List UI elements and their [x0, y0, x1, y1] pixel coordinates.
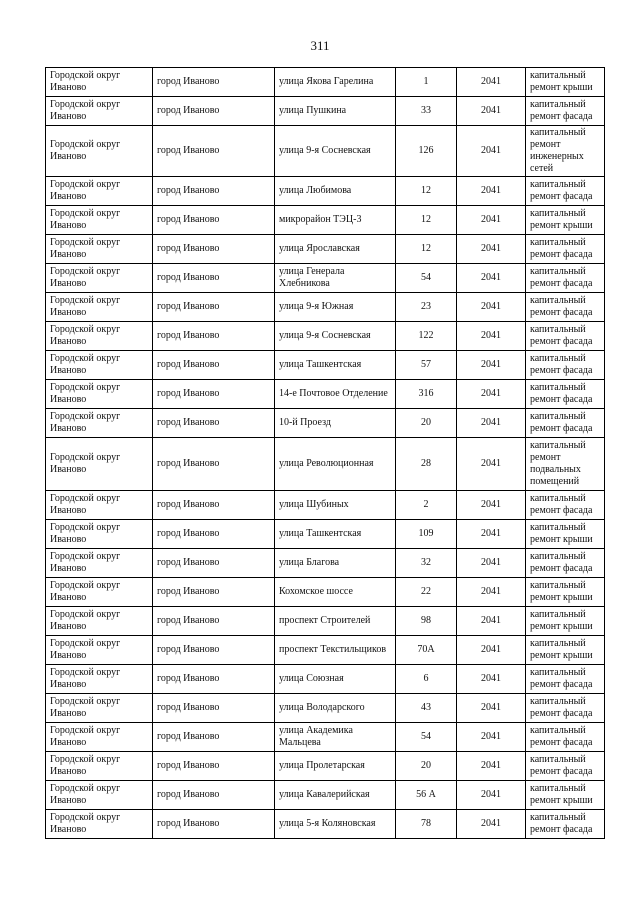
table-row: [46, 409, 605, 438]
work-type-cell: капитальный ремонт фасада: [526, 491, 605, 520]
work-type-cell: капитальный ремонт крыши: [526, 781, 605, 810]
okrug-cell: Городской округ Иваново: [46, 491, 153, 520]
work-type-cell: капитальный ремонт фасада: [526, 293, 605, 322]
city-cell: город Иваново: [153, 380, 275, 409]
work-type-cell: капитальный ремонт крыши: [526, 578, 605, 607]
year-cell: 2041: [457, 607, 526, 636]
okrug-cell: Городской округ Иваново: [46, 578, 153, 607]
work-type-cell: капитальный ремонт фасада: [526, 752, 605, 781]
table-row: [46, 520, 605, 549]
work-type-cell: капитальный ремонт крыши: [526, 206, 605, 235]
okrug-cell: Городской округ Иваново: [46, 438, 153, 491]
table-row: [46, 810, 605, 839]
city-cell: город Иваново: [153, 97, 275, 126]
year-cell: 2041: [457, 206, 526, 235]
house-number-cell: 23: [396, 293, 457, 322]
house-number-cell: 12: [396, 235, 457, 264]
table-row: [46, 97, 605, 126]
year-cell: 2041: [457, 351, 526, 380]
city-cell: город Иваново: [153, 177, 275, 206]
table-row: [46, 549, 605, 578]
year-cell: 2041: [457, 97, 526, 126]
okrug-cell: Городской округ Иваново: [46, 409, 153, 438]
okrug-cell: Городской округ Иваново: [46, 665, 153, 694]
street-cell: улица 9-я Сосневская: [275, 126, 396, 177]
year-cell: 2041: [457, 694, 526, 723]
house-number-cell: 12: [396, 177, 457, 206]
house-number-cell: 43: [396, 694, 457, 723]
repair-schedule-table: [45, 67, 605, 839]
street-cell: улица Володарского: [275, 694, 396, 723]
work-type-cell: капитальный ремонт крыши: [526, 636, 605, 665]
table-row: [46, 752, 605, 781]
city-cell: город Иваново: [153, 409, 275, 438]
street-cell: Кохомское шоссе: [275, 578, 396, 607]
street-cell: улица Любимова: [275, 177, 396, 206]
city-cell: город Иваново: [153, 126, 275, 177]
work-type-cell: капитальный ремонт фасада: [526, 409, 605, 438]
house-number-cell: 28: [396, 438, 457, 491]
street-cell: улица 5-я Коляновская: [275, 810, 396, 839]
table-row: [46, 694, 605, 723]
table-row: [46, 235, 605, 264]
okrug-cell: Городской округ Иваново: [46, 781, 153, 810]
city-cell: город Иваново: [153, 520, 275, 549]
house-number-cell: 56 А: [396, 781, 457, 810]
okrug-cell: Городской округ Иваново: [46, 607, 153, 636]
okrug-cell: Городской округ Иваново: [46, 549, 153, 578]
table-row: [46, 491, 605, 520]
city-cell: город Иваново: [153, 607, 275, 636]
city-cell: город Иваново: [153, 578, 275, 607]
work-type-cell: капитальный ремонт фасада: [526, 97, 605, 126]
table-row: [46, 607, 605, 636]
year-cell: 2041: [457, 322, 526, 351]
work-type-cell: капитальный ремонт подвальных помещений: [526, 438, 605, 491]
house-number-cell: 12: [396, 206, 457, 235]
table-row: [46, 781, 605, 810]
work-type-cell: капитальный ремонт фасада: [526, 177, 605, 206]
okrug-cell: Городской округ Иваново: [46, 322, 153, 351]
table-row: [46, 578, 605, 607]
street-cell: улица Академика Мальцева: [275, 723, 396, 752]
okrug-cell: Городской округ Иваново: [46, 810, 153, 839]
table-row: [46, 438, 605, 491]
street-cell: проспект Строителей: [275, 607, 396, 636]
street-cell: улица Союзная: [275, 665, 396, 694]
work-type-cell: капитальный ремонт фасада: [526, 351, 605, 380]
city-cell: город Иваново: [153, 694, 275, 723]
work-type-cell: капитальный ремонт фасада: [526, 380, 605, 409]
street-cell: улица 9-я Южная: [275, 293, 396, 322]
year-cell: 2041: [457, 380, 526, 409]
house-number-cell: 1: [396, 68, 457, 97]
table-row: [46, 351, 605, 380]
okrug-cell: Городской округ Иваново: [46, 752, 153, 781]
house-number-cell: 6: [396, 665, 457, 694]
table-row: [46, 322, 605, 351]
okrug-cell: Городской округ Иваново: [46, 126, 153, 177]
work-type-cell: капитальный ремонт крыши: [526, 607, 605, 636]
city-cell: город Иваново: [153, 491, 275, 520]
street-cell: улица 9-я Сосневская: [275, 322, 396, 351]
work-type-cell: капитальный ремонт фасада: [526, 723, 605, 752]
year-cell: 2041: [457, 810, 526, 839]
city-cell: город Иваново: [153, 235, 275, 264]
work-type-cell: капитальный ремонт фасада: [526, 665, 605, 694]
street-cell: улица Кавалерийская: [275, 781, 396, 810]
okrug-cell: Городской округ Иваново: [46, 380, 153, 409]
year-cell: 2041: [457, 293, 526, 322]
page-number: 311: [310, 38, 330, 53]
house-number-cell: 70А: [396, 636, 457, 665]
work-type-cell: капитальный ремонт крыши: [526, 68, 605, 97]
year-cell: 2041: [457, 636, 526, 665]
table-row: [46, 206, 605, 235]
work-type-cell: капитальный ремонт крыши: [526, 520, 605, 549]
work-type-cell: капитальный ремонт фасада: [526, 322, 605, 351]
city-cell: город Иваново: [153, 723, 275, 752]
city-cell: город Иваново: [153, 264, 275, 293]
year-cell: 2041: [457, 549, 526, 578]
table-row: [46, 380, 605, 409]
table-row: [46, 126, 605, 177]
table-row: [46, 264, 605, 293]
work-type-cell: капитальный ремонт инженерных сетей: [526, 126, 605, 177]
okrug-cell: Городской округ Иваново: [46, 206, 153, 235]
okrug-cell: Городской округ Иваново: [46, 235, 153, 264]
street-cell: улица Ташкентская: [275, 520, 396, 549]
house-number-cell: 316: [396, 380, 457, 409]
house-number-cell: 22: [396, 578, 457, 607]
city-cell: город Иваново: [153, 206, 275, 235]
street-cell: проспект Текстильщиков: [275, 636, 396, 665]
house-number-cell: 54: [396, 264, 457, 293]
work-type-cell: капитальный ремонт фасада: [526, 810, 605, 839]
table-row: [46, 177, 605, 206]
table-row: [46, 723, 605, 752]
city-cell: город Иваново: [153, 549, 275, 578]
city-cell: город Иваново: [153, 322, 275, 351]
city-cell: город Иваново: [153, 68, 275, 97]
year-cell: 2041: [457, 235, 526, 264]
city-cell: город Иваново: [153, 351, 275, 380]
city-cell: город Иваново: [153, 781, 275, 810]
street-cell: улица Ярославская: [275, 235, 396, 264]
street-cell: улица Якова Гарелина: [275, 68, 396, 97]
okrug-cell: Городской округ Иваново: [46, 351, 153, 380]
work-type-cell: капитальный ремонт фасада: [526, 694, 605, 723]
street-cell: 10-й Проезд: [275, 409, 396, 438]
year-cell: 2041: [457, 409, 526, 438]
okrug-cell: Городской округ Иваново: [46, 636, 153, 665]
year-cell: 2041: [457, 126, 526, 177]
street-cell: микрорайон ТЭЦ-3: [275, 206, 396, 235]
street-cell: улица Шубиных: [275, 491, 396, 520]
work-type-cell: капитальный ремонт фасада: [526, 235, 605, 264]
house-number-cell: 20: [396, 409, 457, 438]
city-cell: город Иваново: [153, 810, 275, 839]
okrug-cell: Городской округ Иваново: [46, 694, 153, 723]
year-cell: 2041: [457, 177, 526, 206]
house-number-cell: 109: [396, 520, 457, 549]
year-cell: 2041: [457, 68, 526, 97]
okrug-cell: Городской округ Иваново: [46, 177, 153, 206]
street-cell: улица Пролетарская: [275, 752, 396, 781]
city-cell: город Иваново: [153, 438, 275, 491]
city-cell: город Иваново: [153, 636, 275, 665]
table-row: [46, 665, 605, 694]
house-number-cell: 78: [396, 810, 457, 839]
city-cell: город Иваново: [153, 293, 275, 322]
table-row: [46, 293, 605, 322]
street-cell: улица Ташкентская: [275, 351, 396, 380]
year-cell: 2041: [457, 520, 526, 549]
house-number-cell: 57: [396, 351, 457, 380]
street-cell: улица Благова: [275, 549, 396, 578]
street-cell: улица Пушкина: [275, 97, 396, 126]
house-number-cell: 32: [396, 549, 457, 578]
house-number-cell: 2: [396, 491, 457, 520]
okrug-cell: Городской округ Иваново: [46, 293, 153, 322]
year-cell: 2041: [457, 723, 526, 752]
street-cell: 14-е Почтовое Отделение: [275, 380, 396, 409]
street-cell: улица Революционная: [275, 438, 396, 491]
house-number-cell: 54: [396, 723, 457, 752]
year-cell: 2041: [457, 752, 526, 781]
table-row: [46, 68, 605, 97]
house-number-cell: 122: [396, 322, 457, 351]
year-cell: 2041: [457, 781, 526, 810]
okrug-cell: Городской округ Иваново: [46, 723, 153, 752]
table-body: [46, 68, 605, 839]
work-type-cell: капитальный ремонт фасада: [526, 264, 605, 293]
house-number-cell: 126: [396, 126, 457, 177]
table-row: [46, 636, 605, 665]
okrug-cell: Городской округ Иваново: [46, 68, 153, 97]
year-cell: 2041: [457, 578, 526, 607]
street-cell: улица Генерала Хлебникова: [275, 264, 396, 293]
city-cell: город Иваново: [153, 752, 275, 781]
city-cell: город Иваново: [153, 665, 275, 694]
year-cell: 2041: [457, 264, 526, 293]
year-cell: 2041: [457, 665, 526, 694]
house-number-cell: 98: [396, 607, 457, 636]
okrug-cell: Городской округ Иваново: [46, 97, 153, 126]
year-cell: 2041: [457, 438, 526, 491]
house-number-cell: 33: [396, 97, 457, 126]
house-number-cell: 20: [396, 752, 457, 781]
okrug-cell: Городской округ Иваново: [46, 264, 153, 293]
year-cell: 2041: [457, 491, 526, 520]
okrug-cell: Городской округ Иваново: [46, 520, 153, 549]
work-type-cell: капитальный ремонт фасада: [526, 549, 605, 578]
